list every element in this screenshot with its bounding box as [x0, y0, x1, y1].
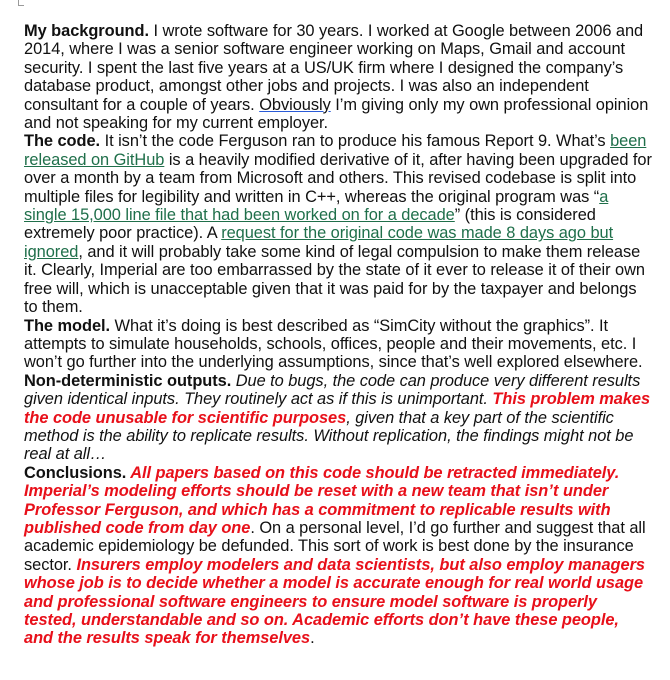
- text-conclusions-1: . On a personal level, I’d go further and suggest that all academic epidemiology be defunded. This sort of work is best done by the insurance sector.: [24, 518, 646, 574]
- paragraph-code: [24, 132, 652, 316]
- link-github-release[interactable]: been released on GitHub: [24, 132, 647, 169]
- text-code-2: is a heavily modified derivative of it, after having been upgraded for over a month by a team from Microsoft and others. This revised codebase is split into multiple files for legibility and written in C++, whereas the original program was “: [24, 150, 652, 206]
- emphasis-conclusions-1: All papers based on this code should be retracted immediately. Imperial’s modeling efforts should be reset with a new team that isn’t under Professor Ferguson, and which has a commitment to replicable results with published code from day one: [24, 463, 620, 537]
- link-code-request[interactable]: request for the original code was made 8 days ago but ignored: [24, 224, 614, 261]
- emphasis-nondet-1: This problem makes the code unusable for scientific purposes: [24, 390, 651, 427]
- paragraph-model: [24, 317, 652, 372]
- text-background-1: I wrote software for 30 years. I worked at Google between 2006 and 2014, where I was a senior software engineer working on Maps, Gmail and account security. I spent the last five years at a US/UK firm where I designed the company’s database product, amongst other jobs and projects. I was also an independent consultant for a couple of years.: [24, 22, 644, 114]
- heading-non-deterministic: Non-deterministic outputs.: [24, 371, 232, 390]
- document-body: [24, 22, 652, 648]
- text-nondet-2: , given that a key part of the scientific method is the ability to replicate results. Without replication, the findings might not be real at all…: [24, 408, 634, 464]
- page-corner-mark: [18, 0, 24, 6]
- text-nondet-1: Due to bugs, the code can produce very different results given identical inputs. They routinely act as if this is unimportant.: [24, 371, 641, 409]
- spellcheck-word-obviously[interactable]: Obviously: [259, 95, 331, 114]
- text-code-4: , and it will probably take some kind of legal compulsion to make them release it. Clearly, Imperial are too embarrassed by the state of it ever to release it of their own free will, which is unacceptable given that it was paid for by the taxpayer and belongs to them.: [24, 242, 645, 317]
- heading-model: The model.: [24, 316, 111, 335]
- text-model-1: What it’s doing is best described as “SimCity without the graphics”. It attempts to simulate households, schools, offices, people and their movements, etc. I won’t go further into the underlying assumptions, since that’s well explored elsewhere.: [24, 316, 643, 372]
- heading-conclusions: Conclusions.: [24, 463, 127, 482]
- text-conclusions-2: .: [310, 629, 315, 648]
- emphasis-conclusions-2: Insurers employ modelers and data scientists, but also employ managers whose job is to decide whether a model is accurate enough for real world usage and professional software engineers to ensure model software is properly tested, understandable and so on. Academic efforts don’t have these people, and the results speak for themselves: [24, 555, 645, 648]
- paragraph-conclusions: [24, 464, 652, 648]
- heading-code: The code.: [24, 132, 101, 151]
- heading-background: My background.: [24, 22, 149, 40]
- link-single-file[interactable]: a single 15,000 line file that had been worked on for a decade: [24, 187, 609, 225]
- text-code-3: ” (this is considered extremely poor practice). A: [24, 206, 596, 243]
- text-code-1: It isn’t the code Ferguson ran to produce his famous Report 9. What’s: [100, 132, 611, 151]
- paragraph-background: [24, 22, 652, 132]
- paragraph-non-deterministic: [24, 372, 652, 464]
- text-background-2: I’m giving only my own professional opinion and not speaking for my current employer.: [24, 95, 649, 133]
